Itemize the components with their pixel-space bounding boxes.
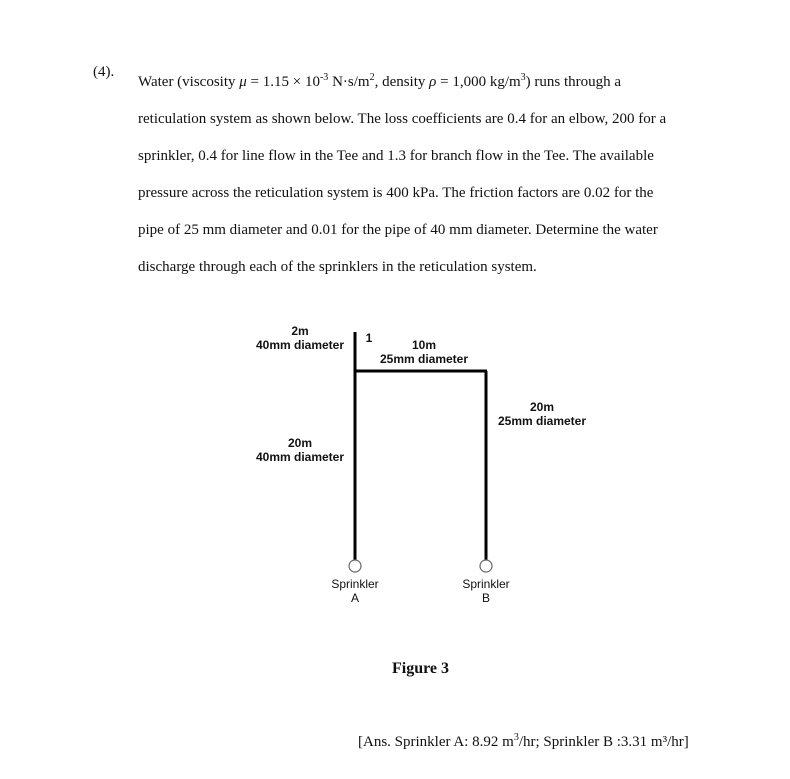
question-line-2: reticulation system as shown below. The loss coefficients are 0.4 for an elbow, 200 for a [138,111,667,127]
question-text [138,64,738,286]
exponent: 2 [369,72,375,83]
question-line-6: discharge through each of the sprinklers in the reticulation system. [138,259,537,275]
left-pipe-length: 20m [287,436,313,450]
sprinkler-b-letter: B [481,591,490,605]
top-pipe-label [250,324,350,352]
sprinkler-b-word: Sprinkler [462,577,510,591]
right-pipe-label [492,400,592,428]
top-pipe-diameter: 40mm diameter [255,338,345,352]
answer-part-b: /hr; Sprinkler B :3.31 m³/hr] [518,734,689,750]
answer-line [358,734,689,751]
left-pipe-label [250,436,350,464]
answer-exponent: 3 [513,732,519,743]
exponent: 3 [520,72,526,83]
right-pipe-length: 20m [529,400,555,414]
question-line-3: sprinkler, 0.4 for line flow in the Tee and 1.3 for branch flow in the Tee. The available [138,148,654,164]
mu-symbol: μ [239,74,247,90]
answer-part-a: [Ans. Sprinkler A: 8.92 m [358,734,514,750]
horizontal-pipe-label [374,338,474,366]
horizontal-pipe-diameter: 25mm diameter [379,352,469,366]
question-line-4: pressure across the reticulation system is 400 kPa. The friction factors are 0.02 for the [138,185,654,201]
right-pipe-diameter: 25mm diameter [497,414,587,428]
text-segment: ) runs through a [525,74,622,90]
top-pipe-length: 2m [291,324,309,338]
text-segment: = 1,000 kg/m [436,74,521,90]
sprinkler-b-label [451,577,521,605]
left-pipe-diameter: 40mm diameter [255,450,345,464]
sprinkler-a-label [320,577,390,605]
question-number: (4). [93,64,115,80]
sprinkler-b-icon [480,560,492,572]
sprinkler-a-letter: A [350,591,359,605]
question-line-5: pipe of 25 mm diameter and 0.01 for the pipe of 40 mm diameter. Determine the water [138,222,658,238]
figure-caption: Figure 3 [392,660,450,677]
sprinkler-a-icon [349,560,361,572]
question-line-1 [138,64,738,101]
pipe-network-figure [240,315,600,610]
text-segment: = 1.15 × 10 [246,74,320,90]
text-segment: , density [374,74,430,90]
rho-symbol: ρ [429,74,437,90]
text-segment: N·s/m [328,74,370,90]
text-segment: Water (viscosity [138,74,240,90]
horizontal-pipe-length: 10m [411,338,437,352]
node-1-label: 1 [365,331,373,345]
exponent: -3 [319,72,329,83]
sprinkler-a-word: Sprinkler [331,577,379,591]
